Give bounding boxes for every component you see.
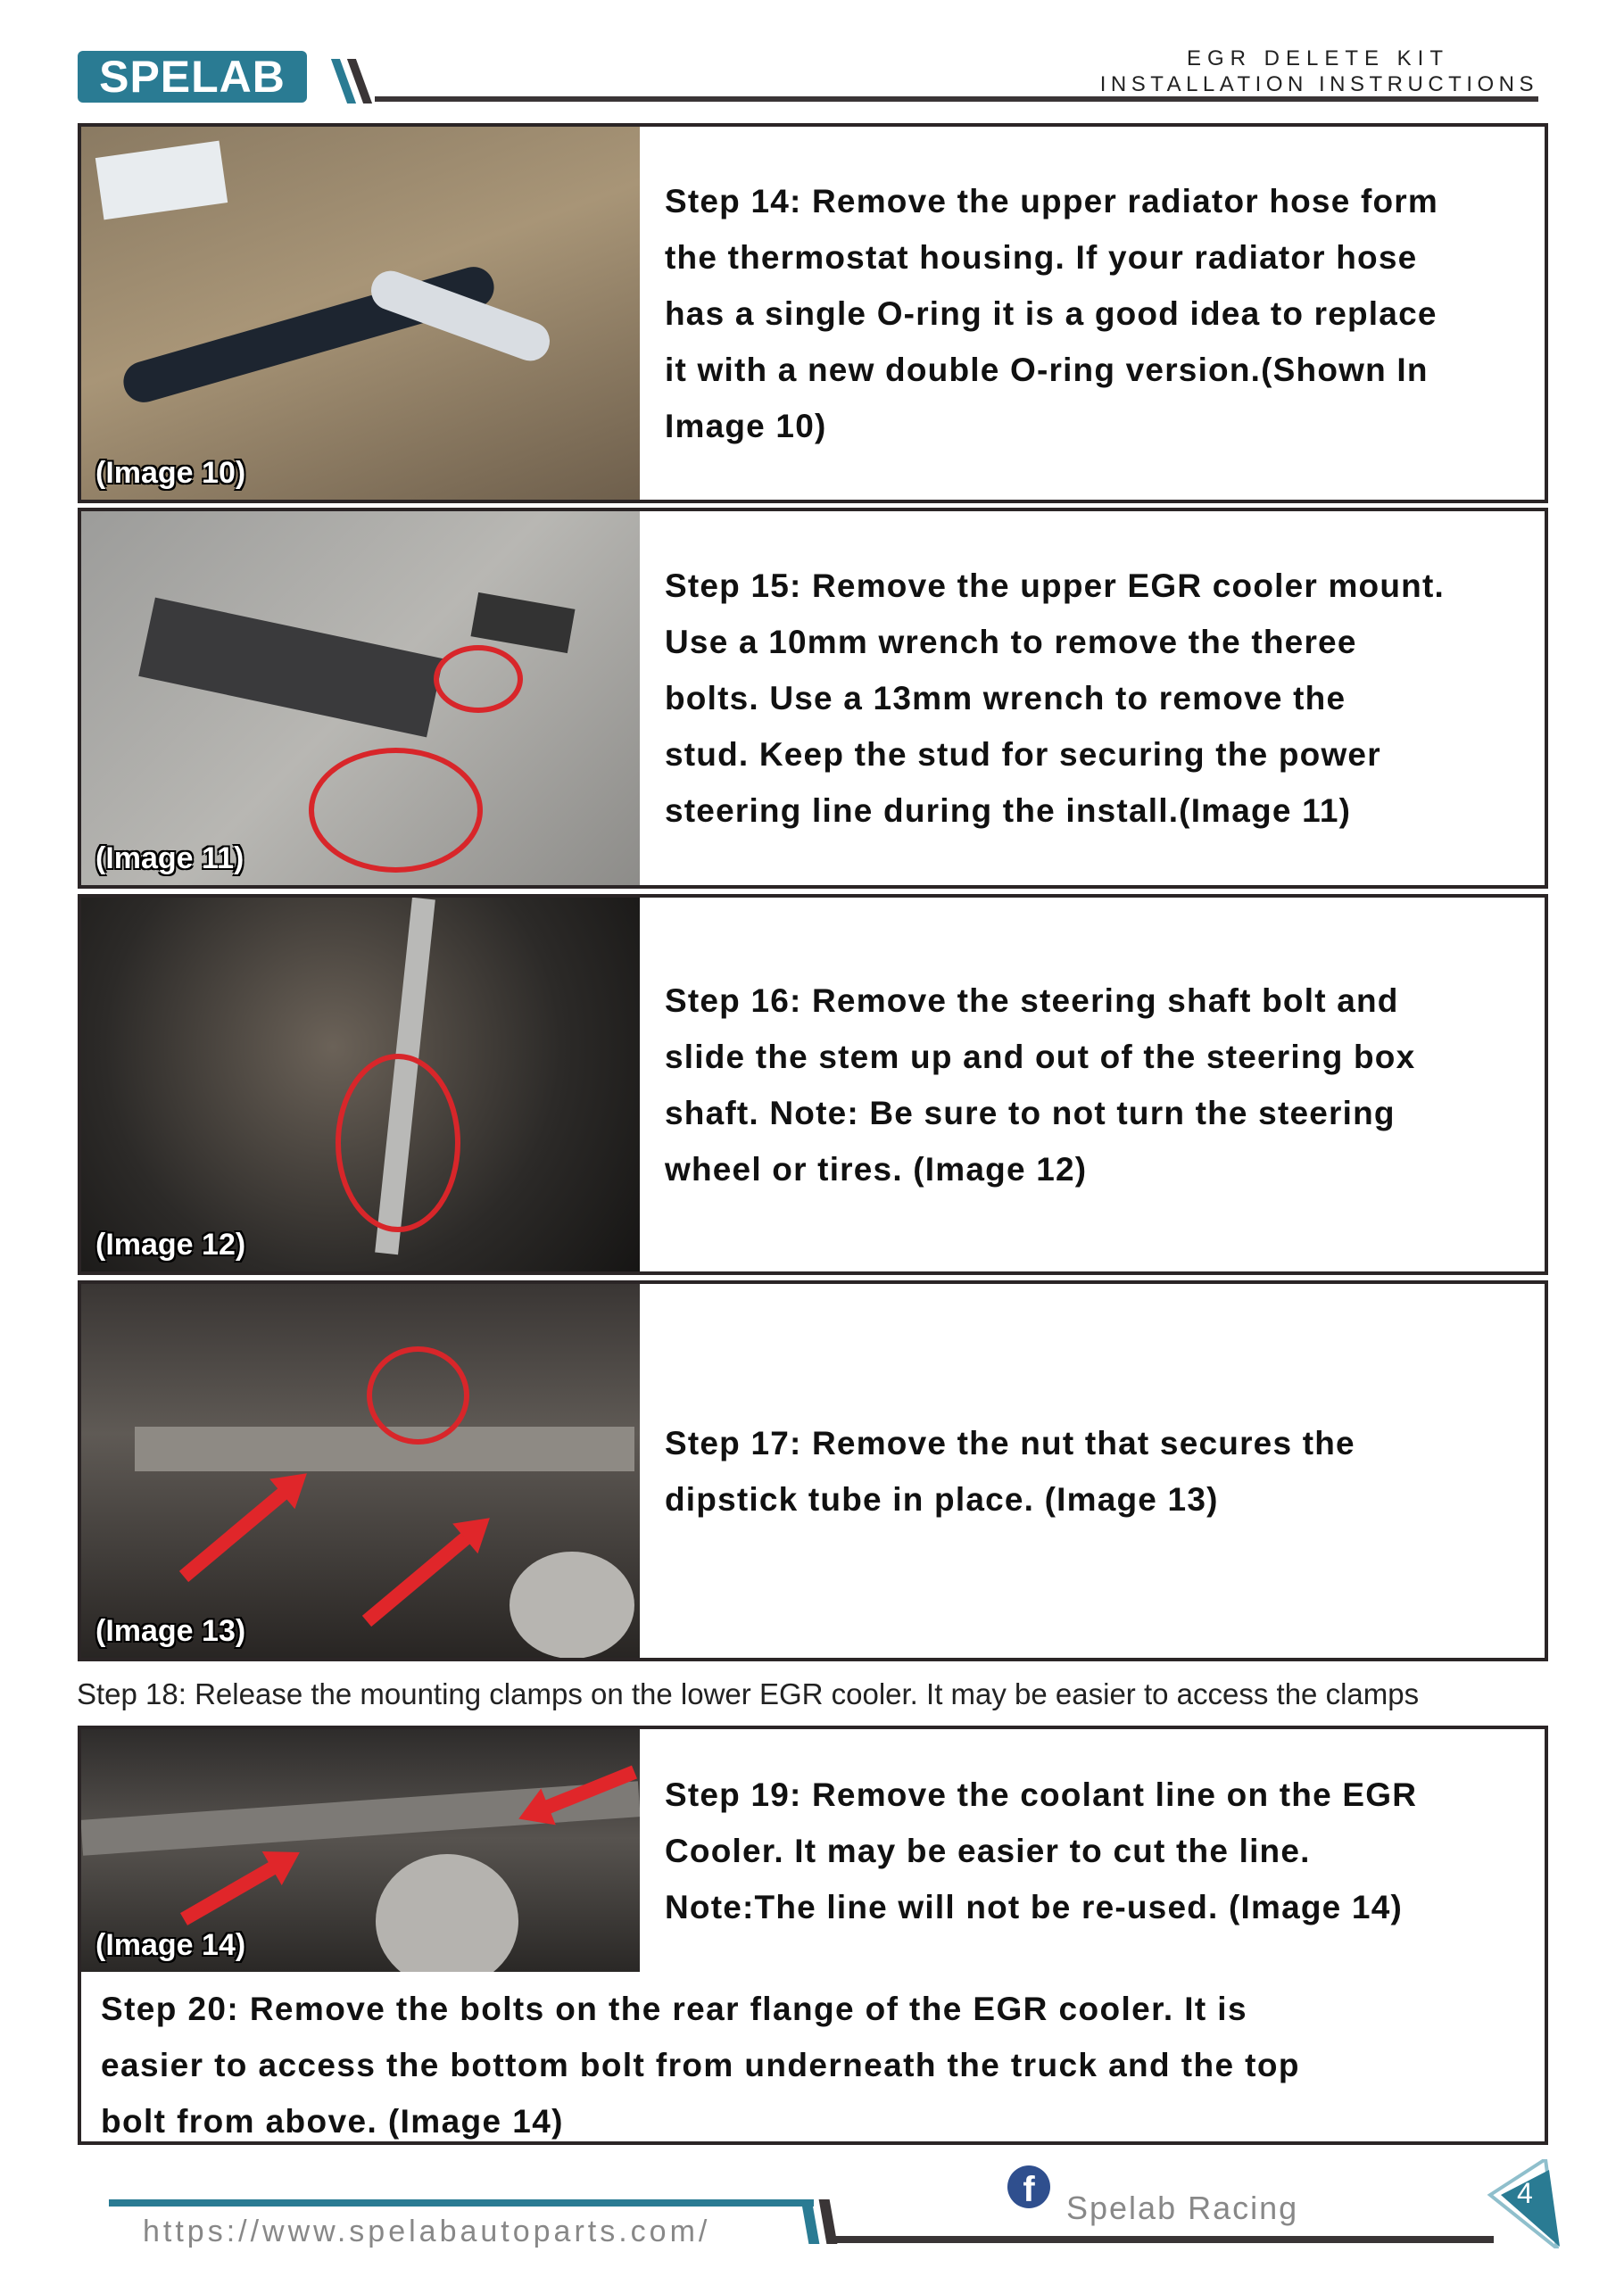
image-caption: (Image 12) xyxy=(95,1228,246,1262)
image-caption: (Image 14) xyxy=(95,1928,246,1962)
step-17-text xyxy=(640,1284,1545,1658)
photo-image-14 xyxy=(81,1729,640,1972)
website-link[interactable]: https://www.spelabautoparts.com/ xyxy=(143,2215,711,2248)
step-19-20-panel xyxy=(78,1726,1548,2145)
footer-slash-decoration xyxy=(801,2199,820,2244)
text-line: dipstick tube in place. (Image 13) xyxy=(665,1480,1219,1518)
footer-rule xyxy=(833,2236,1494,2243)
text-line: steering line during the install.(Image 11) xyxy=(665,792,1352,829)
text-line: stud. Keep the stud for securing the power xyxy=(665,736,1381,773)
step-16-panel xyxy=(78,894,1548,1275)
text-line: Step 19: Remove the coolant line on the EGR xyxy=(665,1776,1418,1813)
text-line: Step 17: Remove the nut that secures the xyxy=(665,1424,1355,1461)
text-line: bolts. Use a 13mm wrench to remove the xyxy=(665,680,1346,716)
step-17-panel xyxy=(78,1280,1548,1661)
text-line: Step 16: Remove the steering shaft bolt and xyxy=(665,981,1399,1019)
photo-image-12 xyxy=(81,898,640,1271)
text-line: the thermostat housing. If your radiator hose xyxy=(665,238,1418,276)
text-line: Image 10) xyxy=(665,407,827,444)
facebook-icon: f xyxy=(1007,2165,1050,2208)
facebook-page-name: Spelab Racing xyxy=(1066,2190,1299,2226)
text-line: Note:The line will not be re-used. (Image 14) xyxy=(665,1888,1404,1925)
doc-subtitle: INSTALLATION INSTRUCTIONS xyxy=(1099,72,1538,96)
text-line: bolt from above. (Image 14) xyxy=(101,2103,564,2140)
step-18-text: Step 18: Release the mounting clamps on the lower EGR cooler. It may be easier to access the clamps xyxy=(77,1677,1420,1710)
step-15-panel xyxy=(78,508,1548,889)
page-number: 4 xyxy=(1517,2177,1533,2209)
text-line: Cooler. It may be easier to cut the line. xyxy=(665,1832,1311,1869)
doc-title: EGR DELETE KIT xyxy=(1186,46,1449,70)
photo-image-10 xyxy=(81,127,640,500)
footer-rule xyxy=(109,2199,814,2207)
text-line: slide the stem up and out of the steering box xyxy=(665,1038,1416,1075)
step-14-panel xyxy=(78,123,1548,503)
image-caption: (Image 11) xyxy=(95,841,244,875)
step-19-text xyxy=(640,1729,1545,1972)
text-line: Use a 10mm wrench to remove the theree xyxy=(665,624,1357,660)
image-caption: (Image 13) xyxy=(95,1614,246,1648)
step-14-text xyxy=(640,127,1545,500)
text-line: it with a new double O-ring version.(Shown In xyxy=(665,351,1429,388)
spelab-logo: SPELAB xyxy=(78,51,307,103)
text-line: wheel or tires. (Image 12) xyxy=(665,1150,1088,1188)
text-line: shaft. Note: Be sure to not turn the steering xyxy=(665,1094,1396,1131)
step-16-text xyxy=(640,898,1545,1271)
text-line: Step 15: Remove the upper EGR cooler mount. xyxy=(665,567,1445,604)
photo-image-13 xyxy=(81,1284,640,1658)
text-line: easier to access the bottom bolt from underneath the truck and the top xyxy=(101,2047,1300,2083)
photo-image-11 xyxy=(81,511,640,885)
step-15-text xyxy=(640,511,1545,885)
text-line: Step 20: Remove the bolts on the rear flange of the EGR cooler. It is xyxy=(101,1991,1247,2027)
image-caption: (Image 10) xyxy=(95,456,246,490)
step-20-text xyxy=(81,1972,1545,2149)
text-line: has a single O-ring it is a good idea to replace xyxy=(665,294,1438,332)
text-line: Step 14: Remove the upper radiator hose form xyxy=(665,182,1438,219)
